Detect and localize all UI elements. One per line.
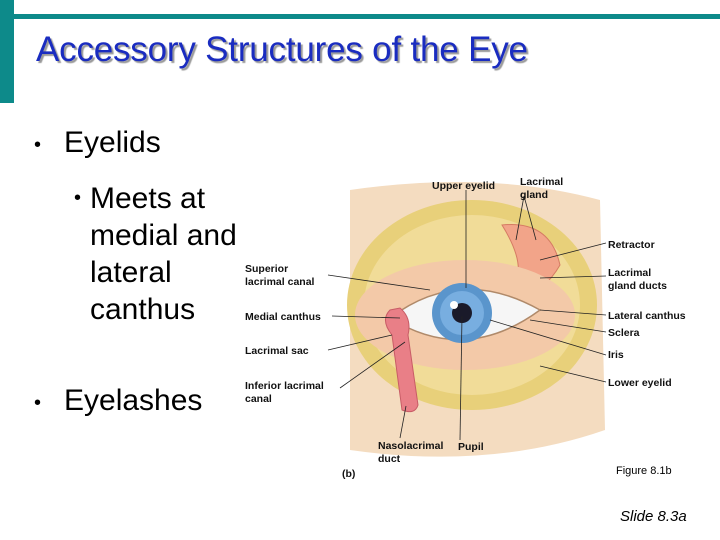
label-inferior-canal-2: canal [245,393,272,405]
accent-bar-top [14,14,720,19]
label-sclera: Sclera [608,327,640,339]
label-superior-canal-1: Superior [245,263,289,275]
label-inferior-canal-1: Inferior lacrimal [245,380,324,392]
label-nasolacrimal-1: Nasolacrimal [378,440,444,452]
label-pupil: Pupil [458,441,484,453]
label-lower-eyelid: Lower eyelid [608,377,672,389]
label-lateral-canthus: Lateral canthus [608,310,686,322]
bullet-eyelashes [34,384,202,418]
slide-title: Accessory Structures of the Eye [36,30,528,69]
bullet-text: Eyelashes [64,384,203,417]
label-lacrimal-gland-1: Lacrimal [520,176,564,188]
bullet-text: Meets at medial and lateral canthus [90,182,237,326]
eye-anatomy-figure [240,170,712,490]
bullet-text: Eyelids [64,126,161,159]
slide-number: Slide 8.3a [620,508,687,525]
label-lacrimal-gland-ducts-1: Lacrimal [608,267,652,279]
figure-caption: Figure 8.1b [616,465,672,477]
eye-highlight [450,301,458,309]
label-lacrimal-gland-ducts-2: gland ducts [608,280,667,292]
accent-bar-left [0,0,14,103]
label-panel-letter: (b) [342,468,356,480]
label-retractor: Retractor [608,239,655,251]
bullet-eyelids [34,126,161,160]
label-lacrimal-gland-2: gland [520,189,548,201]
label-superior-canal-2: lacrimal canal [245,276,315,288]
subbullet-meets-at [74,180,244,328]
label-medial-canthus: Medial canthus [245,311,321,323]
bullet-dot-icon: • [74,187,82,209]
bullet-dot-icon: • [34,392,42,414]
label-upper-eyelid: Upper eyelid [432,180,496,192]
label-lacrimal-sac: Lacrimal sac [245,345,309,357]
label-nasolacrimal-2: duct [378,453,401,465]
label-iris: Iris [608,349,624,361]
bullet-dot-icon: • [34,134,42,156]
